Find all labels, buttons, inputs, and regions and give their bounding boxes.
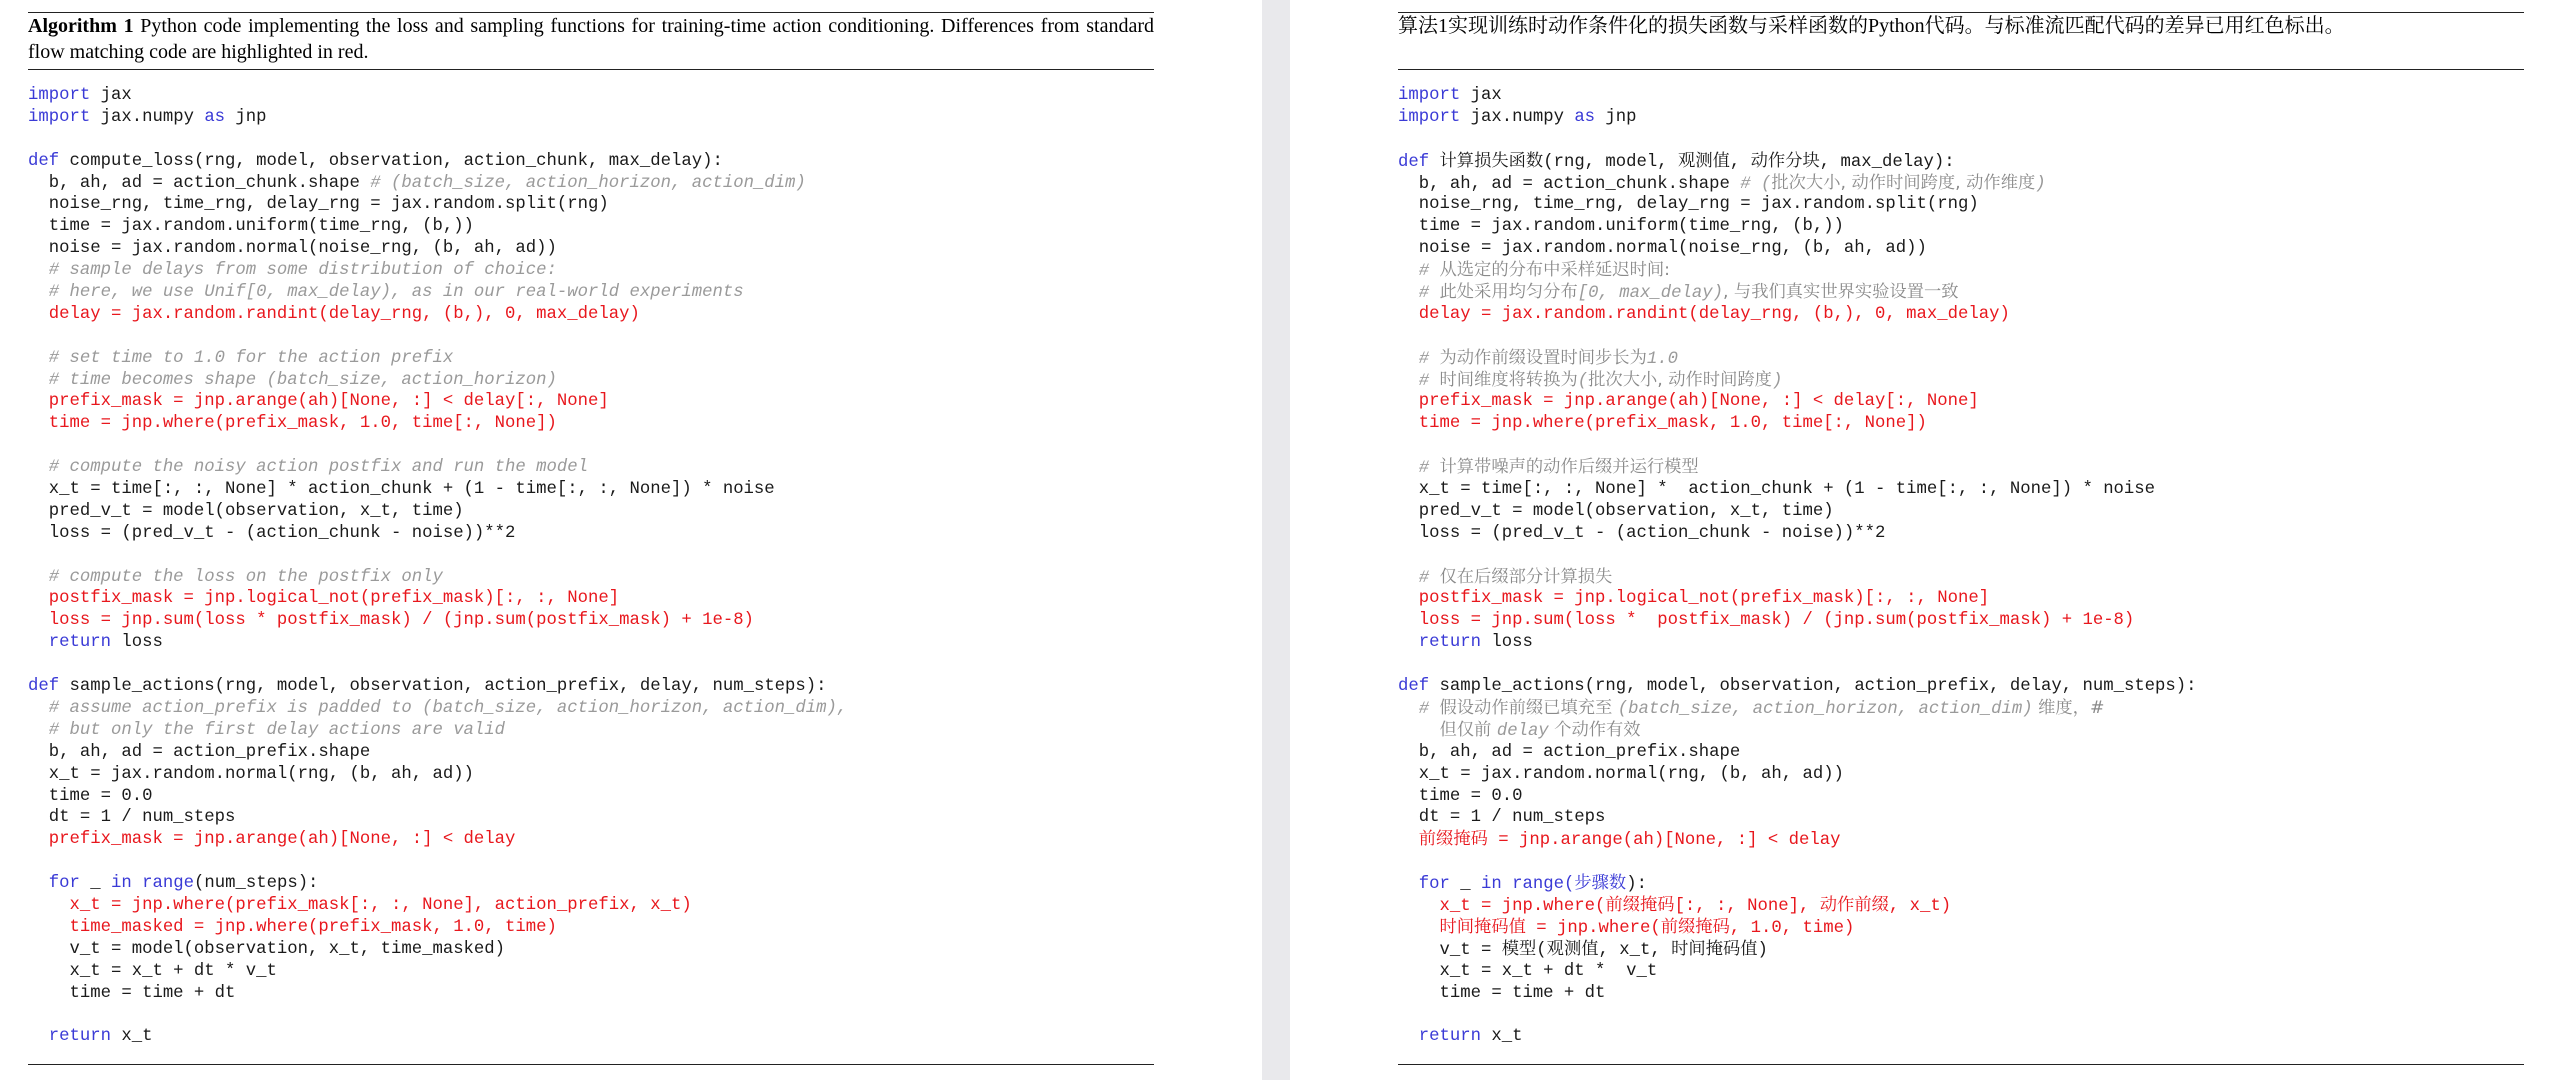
code-token: time = 0.0 [28, 786, 153, 806]
code-line [28, 304, 847, 326]
code-line [28, 194, 847, 216]
code-token: , x_t, [1598, 940, 1672, 960]
code-token: , x_t) [1888, 896, 1952, 916]
code-token: v_t = [1398, 940, 1502, 960]
code-token: ( [1536, 940, 1547, 960]
code-line [28, 961, 847, 983]
code-line [28, 391, 847, 413]
code-token: def [1398, 152, 1430, 172]
code-token: import [28, 107, 91, 127]
code-token: loss = jnp.sum(loss * postfix_mask) / (jnp.sum(postfix_mask) + 1e-8) [1398, 611, 2135, 631]
code-token: 批次大小, 动作时间跨度 [1588, 369, 1772, 390]
code-token [1398, 1027, 1419, 1046]
code-token: x_t = x_t + dt * v_t [1398, 961, 1658, 981]
code-token: 1.0 [1646, 349, 1678, 369]
code-token [1398, 633, 1419, 652]
code-token: loss [110, 633, 163, 653]
code-token: # but only the first delay actions are valid [28, 720, 506, 740]
code-token: (batch_size, action_horizon, action_dim) [1617, 699, 2033, 719]
code-line [1398, 326, 2197, 348]
code-token: 动作分块 [1750, 150, 1820, 171]
code-line [1398, 786, 2197, 808]
code-token: for [48, 874, 80, 894]
code-line [28, 807, 847, 829]
code-line [28, 654, 847, 676]
code-line [28, 370, 847, 392]
code-line [1398, 632, 2197, 654]
code-line [28, 895, 847, 917]
code-token: 计算损失函数 [1439, 150, 1544, 171]
code-token: as [204, 107, 226, 127]
code-token: # [1398, 262, 1440, 282]
code-line [28, 983, 847, 1005]
code-token: noise_rng, time_rng, delay_rng = jax.random.split(rng) [28, 195, 609, 215]
code-line [28, 1004, 847, 1026]
code-token: prefix_mask = jnp.arange(ah)[None, :] < delay[:, None] [1398, 392, 1979, 412]
code-line [1398, 413, 2197, 435]
code-line [28, 348, 847, 370]
code-line [1398, 939, 2197, 961]
code-token: 时间维度将转换为 [1439, 369, 1578, 390]
algorithm-caption [28, 13, 1154, 65]
code-token: b, ah, ad = action_chunk.shape [1398, 174, 1741, 194]
code-token: , [1729, 152, 1751, 172]
code-token: 时间掩码值 [1671, 938, 1758, 959]
caption-rule [28, 69, 1154, 70]
code-line [28, 129, 847, 151]
code-token: # [1398, 568, 1440, 588]
code-token: time = jnp.where(prefix_mask, 1.0, time[:, None]) [1398, 414, 1927, 434]
code-token: time = jax.random.uniform(time_rng, (b,)) [28, 217, 474, 237]
code-token: range [142, 874, 194, 894]
code-line [28, 173, 847, 195]
code-token: dt = 1 / num_steps [1398, 808, 1606, 828]
code-token: 仅在后缀部分计算损失 [1439, 566, 1613, 587]
code-token: dt = 1 / num_steps [28, 808, 236, 828]
code-line [1398, 610, 2197, 632]
code-token: [:, :, None], [1674, 896, 1820, 916]
code-token: time = 0.0 [1398, 786, 1523, 806]
code-token: _ [79, 874, 111, 894]
code-line [1398, 173, 2197, 195]
code-token: return [48, 633, 111, 653]
code-token: delay = jax.random.randint(delay_rng, (b,), 0, max_delay) [28, 304, 640, 324]
code-token: time = time + dt [1398, 983, 1606, 1003]
code-line [28, 238, 847, 260]
code-token: jax [90, 86, 132, 105]
code-line [28, 851, 847, 873]
code-token: # here, we use Unif[0, max_delay), as in our real-world experiments [28, 283, 744, 303]
code-line [1398, 764, 2197, 786]
code-token: noise_rng, time_rng, delay_rng = jax.random.split(rng) [1398, 195, 1979, 215]
code-token [1398, 722, 1439, 741]
code-line [28, 501, 847, 523]
code-token: loss [1480, 633, 1533, 653]
code-token: # compute the loss on the postfix only [28, 567, 443, 587]
code-token: = jnp.where( [1525, 918, 1661, 938]
code-token: 从选定的分布中采样延迟时间: [1439, 260, 1670, 281]
code-token: 观测值 [1678, 150, 1730, 171]
code-line [1398, 567, 2197, 589]
code-line [1398, 851, 2197, 873]
code-token: x_t = jax.random.normal(rng, (b, ah, ad)) [28, 764, 474, 784]
code-token: jax.numpy [90, 107, 205, 127]
code-token: def [28, 677, 60, 697]
code-line [1398, 107, 2197, 129]
code-token: # assume action_prefix is padded to (batch_size, action_horizon, action_dim), [28, 698, 848, 718]
code-token: time = jax.random.uniform(time_rng, (b,)) [1398, 217, 1844, 237]
code-listing [28, 85, 847, 1048]
code-line [28, 216, 847, 238]
code-token: def [1398, 677, 1430, 697]
code-line [1398, 676, 2197, 698]
code-token: jnp [225, 107, 267, 127]
algorithm-caption [1398, 13, 2524, 39]
code-token: return [1418, 1027, 1481, 1047]
code-line [28, 632, 847, 654]
code-line [1398, 391, 2197, 413]
code-token: x_t = jnp.where(prefix_mask[:, :, None], action_prefix, x_t) [28, 895, 692, 915]
code-token: x_t [110, 1027, 153, 1047]
code-line [28, 829, 847, 851]
code-line [1398, 348, 2197, 370]
code-token: , max_delay): [1819, 152, 1955, 172]
code-token: # time becomes shape (batch_size, action_horizon) [28, 370, 557, 390]
code-token [132, 874, 142, 893]
code-line [1398, 282, 2197, 304]
code-token: # [1398, 349, 1440, 369]
code-token: # [1398, 284, 1440, 304]
code-line [28, 151, 847, 173]
code-token: compute_loss(rng, model, observation, action_chunk, max_delay): [59, 151, 723, 171]
code-token: x_t = jnp.where( [1398, 896, 1606, 916]
code-token: return [48, 1027, 111, 1047]
code-token: pred_v_t = model(observation, x_t, time) [1398, 501, 1834, 521]
code-line [28, 85, 847, 107]
code-line [1398, 435, 2197, 457]
code-token: 前缀掩码 [1605, 894, 1675, 915]
code-token: delay = jax.random.randint(delay_rng, (b,), 0, max_delay) [1398, 304, 2010, 324]
code-token: time_masked = jnp.where(prefix_mask, 1.0, time) [28, 917, 557, 937]
code-token [28, 1027, 49, 1046]
code-line [28, 939, 847, 961]
code-token [28, 633, 49, 652]
code-token: ) [1771, 371, 1783, 391]
code-token: import [1398, 107, 1461, 127]
code-line [28, 588, 847, 610]
code-token: x_t = time[:, :, None] * action_chunk + (1 - time[:, :, None]) * noise [28, 480, 775, 500]
code-token: jnp [1595, 107, 1637, 127]
code-line [1398, 917, 2197, 939]
code-line [28, 786, 847, 808]
right-page-translation [1290, 0, 2556, 1080]
code-line [28, 107, 847, 129]
code-token: import [1398, 86, 1461, 105]
code-token: # compute the noisy action postfix and run the model [28, 458, 589, 478]
code-line [1398, 151, 2197, 173]
code-line [1398, 873, 2197, 895]
code-token: (num_steps): [193, 874, 319, 894]
code-token: 时间掩码值 [1439, 916, 1526, 937]
code-token: range [1512, 875, 1564, 895]
code-token: for [1418, 875, 1450, 895]
code-token: b, ah, ad = action_chunk.shape [28, 173, 371, 193]
code-line [1398, 895, 2197, 917]
code-line [1398, 961, 2197, 983]
code-line [28, 457, 847, 479]
code-token: sample_actions(rng, model, observation, action_prefix, delay, num_steps): [59, 677, 827, 697]
code-token: # set time to 1.0 for the action prefix [28, 348, 454, 368]
code-token: 个动作有效 [1548, 719, 1641, 740]
code-token: b, ah, ad = action_prefix.shape [1398, 742, 1741, 762]
algorithm-label: Algorithm 1 [28, 15, 134, 37]
code-token: # (batch_size, action_horizon, action_dim) [370, 173, 806, 193]
code-line [28, 873, 847, 895]
code-token [1398, 831, 1419, 850]
code-line [1398, 260, 2197, 282]
bottom-rule [28, 1064, 1154, 1065]
code-line [28, 545, 847, 567]
code-token: postfix_mask = jnp.logical_not(prefix_mask)[:, :, None] [1398, 589, 1990, 609]
code-line [1398, 304, 2197, 326]
code-token: jax [1460, 86, 1502, 105]
code-token: 前缀掩码 [1418, 829, 1488, 850]
code-token: loss = (pred_v_t - (action_chunk - noise))**2 [28, 523, 516, 543]
code-token: x_t [1480, 1027, 1523, 1047]
code-token: 前缀掩码 [1660, 916, 1730, 937]
code-token: loss = (pred_v_t - (action_chunk - noise))**2 [1398, 523, 1886, 543]
code-line [28, 479, 847, 501]
code-token: _ [1449, 875, 1481, 895]
code-token: noise = jax.random.normal(noise_rng, (b, ah, ad)) [1398, 239, 1927, 259]
code-token [1502, 875, 1512, 894]
code-token: ) [1757, 940, 1768, 960]
code-token: import [28, 86, 91, 105]
code-token [1398, 875, 1419, 894]
code-token: delay [1496, 721, 1549, 741]
code-token: , 与我们真实世界实验设置一致 [1722, 282, 1959, 303]
code-line [1398, 523, 2197, 545]
code-line [28, 720, 847, 742]
code-token: [0, max_delay) [1577, 284, 1723, 304]
code-line [1398, 545, 2197, 567]
code-token: 步骤数 [1574, 873, 1627, 894]
code-line [1398, 983, 2197, 1005]
code-token: time = time + dt [28, 983, 236, 1003]
code-line [1398, 479, 2197, 501]
code-token: 计算带噪声的动作后缀并运行模型 [1439, 457, 1699, 478]
code-token: return [1418, 633, 1481, 653]
code-line [28, 260, 847, 282]
code-listing [1398, 85, 2197, 1048]
left-page-original [0, 0, 1262, 1080]
code-token: def [28, 151, 60, 171]
caption-text: 算法1实现训练时动作条件化的损失函数与采样函数的Python代码。与标准流匹配代码的差异已用红色标出。 [1398, 15, 2345, 37]
code-token: time = jnp.where(prefix_mask, 1.0, time[:, None]) [28, 414, 557, 434]
code-line [1398, 370, 2197, 392]
code-token [1429, 153, 1439, 172]
code-token: 但仅前 [1439, 719, 1497, 740]
code-line [1398, 720, 2197, 742]
code-line [28, 435, 847, 457]
code-line [1398, 194, 2197, 216]
code-token: 维度，# [2032, 697, 2105, 718]
code-token: prefix_mask = jnp.arange(ah)[None, :] < delay[:, None] [28, 392, 609, 412]
code-line [1398, 501, 2197, 523]
code-token: b, ah, ad = action_prefix.shape [28, 742, 371, 762]
page-gutter [1262, 0, 1290, 1080]
code-line [1398, 1026, 2197, 1048]
code-token: x_t = x_t + dt * v_t [28, 961, 277, 981]
code-token: ( [1577, 371, 1589, 391]
code-line [1398, 85, 2197, 107]
code-token: postfix_mask = jnp.logical_not(prefix_mask)[:, :, None] [28, 589, 620, 609]
code-token: 为动作前缀设置时间步长为 [1439, 347, 1647, 368]
code-line [1398, 238, 2197, 260]
code-token: in [111, 874, 132, 894]
code-token [1398, 919, 1439, 938]
code-token: ( [1563, 875, 1575, 895]
code-line [28, 567, 847, 589]
code-line [1398, 654, 2197, 676]
code-token: pred_v_t = model(observation, x_t, time) [28, 501, 464, 521]
code-token: x_t = jax.random.normal(rng, (b, ah, ad)) [1398, 764, 1844, 784]
code-token: ): [1626, 875, 1647, 895]
bottom-rule [1398, 1064, 2524, 1065]
code-line [1398, 1004, 2197, 1026]
code-token: loss = jnp.sum(loss * postfix_mask) / (jnp.sum(postfix_mask) + 1e-8) [28, 611, 754, 631]
code-token: , 1.0, time) [1729, 918, 1855, 938]
code-token: jax.numpy [1460, 107, 1575, 127]
code-line [28, 1026, 847, 1048]
code-line [1398, 216, 2197, 238]
code-line [28, 742, 847, 764]
code-token: x_t = time[:, :, None] * action_chunk + (1 - time[:, :, None]) * noise [1398, 480, 2156, 500]
code-line [28, 698, 847, 720]
code-token: noise = jax.random.normal(noise_rng, (b, ah, ad)) [28, 239, 557, 259]
code-token: = jnp.arange(ah)[None, :] < delay [1487, 831, 1841, 851]
code-token: # [1398, 371, 1440, 391]
code-token: in [1481, 875, 1502, 895]
code-token: 假设动作前缀已填充至 [1439, 697, 1618, 718]
code-token: # [1398, 459, 1440, 479]
code-token: ) [2035, 174, 2046, 194]
code-line [28, 413, 847, 435]
code-line [28, 764, 847, 786]
code-token: 此处采用均匀分布 [1439, 282, 1578, 303]
caption-rule [1398, 69, 2524, 70]
code-token: # sample delays from some distribution of choice: [28, 261, 557, 281]
code-token: (rng, model, [1543, 152, 1679, 172]
code-line [28, 676, 847, 698]
code-token [28, 874, 49, 893]
code-token: 模型 [1501, 938, 1537, 959]
code-token: prefix_mask = jnp.arange(ah)[None, :] < delay [28, 830, 516, 850]
code-token: sample_actions(rng, model, observation, action_prefix, delay, num_steps): [1429, 677, 2197, 697]
code-line [1398, 588, 2197, 610]
code-token: # ( [1740, 174, 1772, 194]
code-token: # [1398, 699, 1440, 719]
code-line [28, 523, 847, 545]
code-token: v_t = model(observation, x_t, time_masked) [28, 939, 506, 959]
code-line [28, 917, 847, 939]
code-line [1398, 129, 2197, 151]
caption-text: Python code implementing the loss and sampling functions for training-time action conditioning. Differences from standard flow matching code are highlighted in red. [28, 15, 1154, 63]
code-line [1398, 457, 2197, 479]
code-line [1398, 742, 2197, 764]
code-token: as [1574, 107, 1596, 127]
code-line [28, 610, 847, 632]
code-line [28, 282, 847, 304]
code-token: 动作前缀 [1819, 894, 1889, 915]
code-token: 观测值 [1546, 938, 1599, 959]
code-line [1398, 829, 2197, 851]
code-line [28, 326, 847, 348]
code-token: 批次大小, 动作时间跨度, 动作维度 [1771, 172, 2036, 193]
code-line [1398, 698, 2197, 720]
code-line [1398, 807, 2197, 829]
